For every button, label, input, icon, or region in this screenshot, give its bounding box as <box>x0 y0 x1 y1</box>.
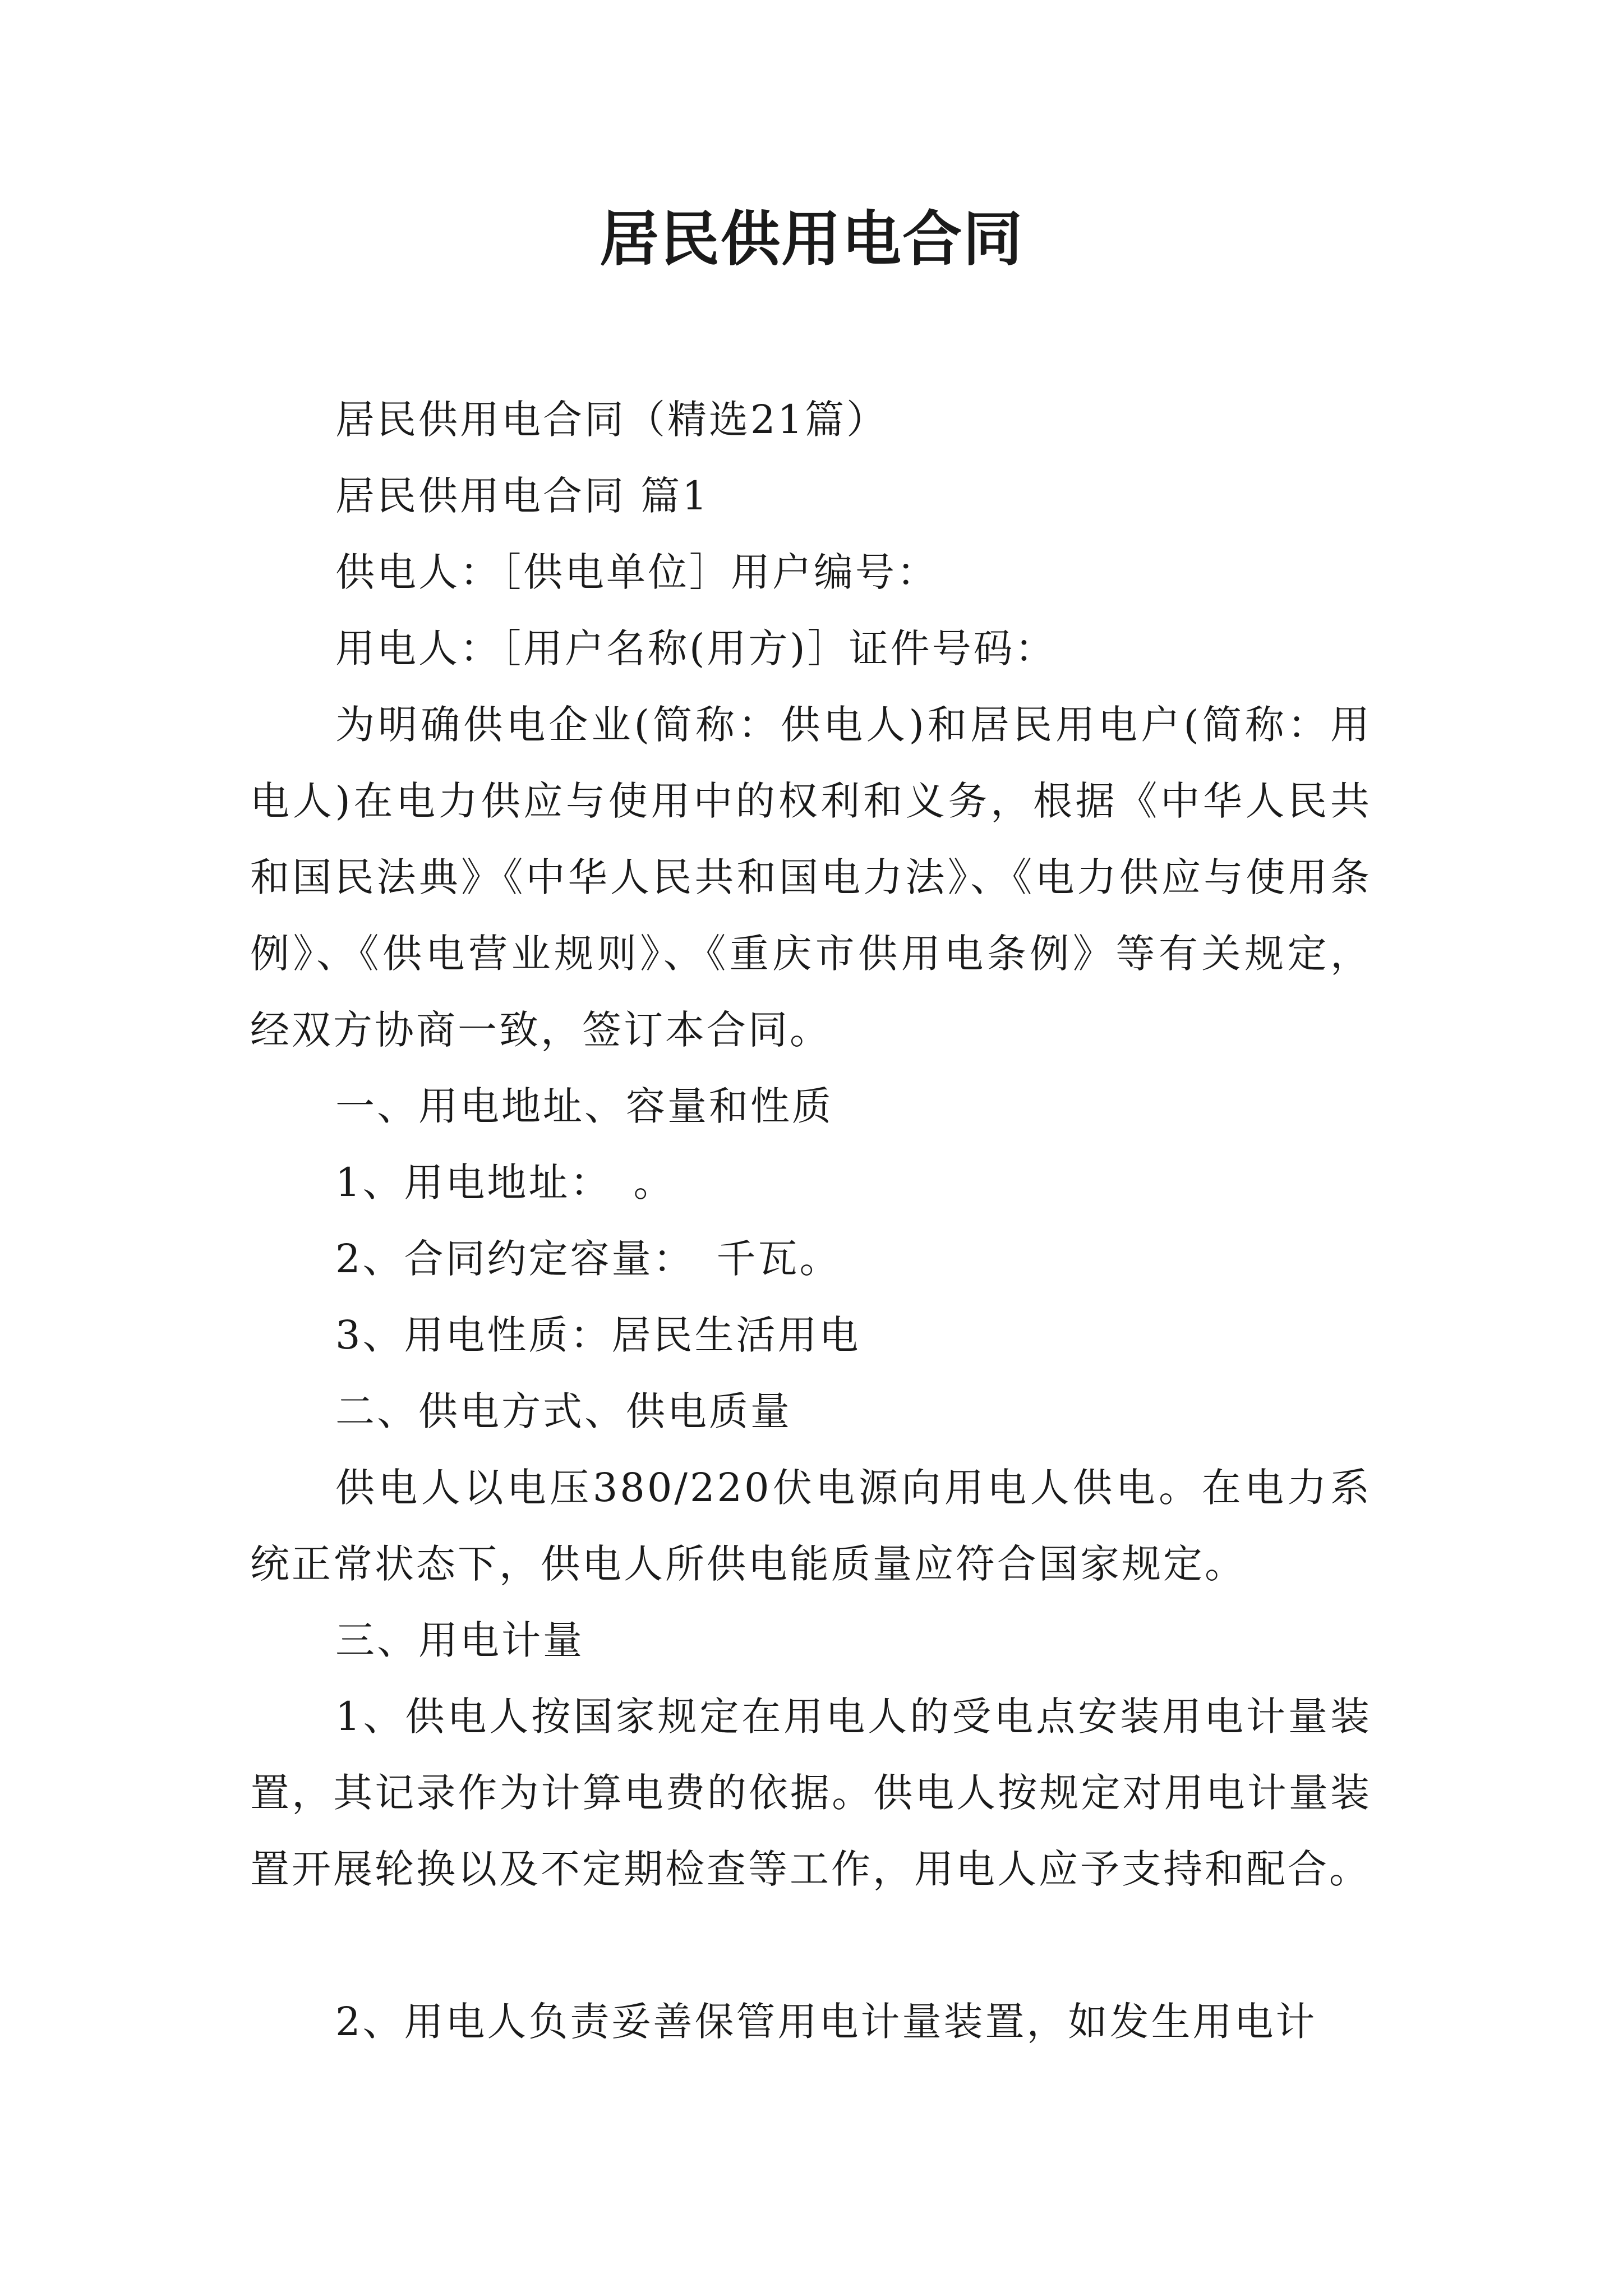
paragraph-supplier: 供电人：［供电单位］用户编号： <box>335 549 938 595</box>
paragraph-section-heading: 居民供用电合同 篇1 <box>335 473 709 519</box>
paragraph-heading-3: 三、用电计量 <box>335 1617 584 1663</box>
paragraph-nature: 3、用电性质：居民生活用电 <box>335 1312 861 1358</box>
document-title: 居民供用电合同 <box>600 205 1023 274</box>
paragraph-supply-method: 供电人以电压380/220伏电源向用电人供电。在电力系统正常状态下，供电人所供电能质量应符合国家规定。 <box>250 1465 1372 1587</box>
paragraph-heading-1: 一、用电地址、容量和性质 <box>335 1083 833 1129</box>
paragraph-metering-1: 1、供电人按国家规定在用电人的受电点安装用电计量装置，其记录作为计算电费的依据。供电人按规定对用电计量装置开展轮换以及不定期检查等工作，用电人应予支持和配合。 <box>250 1694 1372 1892</box>
paragraph-metering-2: 2、用电人负责妥善保管用电计量装置，如发生用电计 <box>335 1999 1317 2045</box>
paragraph-preamble: 为明确供电企业(简称：供电人)和居民用电户(简称：用电人)在电力供应与使用中的权利和义务，根据《中华人民共和国民法典》《中华人民共和国电力法》、《电力供应与使用条例》、《供电营业规则》、《重庆市供用电条例》等有关规定，经双方协商一致，签订本合同。 <box>250 702 1372 1053</box>
paragraph-consumer: 用电人：［用户名称(用方)］证件号码： <box>335 625 1057 671</box>
paragraph-capacity: 2、合同约定容量： 千瓦。 <box>335 1236 841 1282</box>
paragraph-address: 1、用电地址： 。 <box>335 1159 675 1205</box>
paragraph-subtitle: 居民供用电合同（精选21篇） <box>335 397 888 443</box>
paragraph-heading-2: 二、供电方式、供电质量 <box>335 1388 792 1434</box>
